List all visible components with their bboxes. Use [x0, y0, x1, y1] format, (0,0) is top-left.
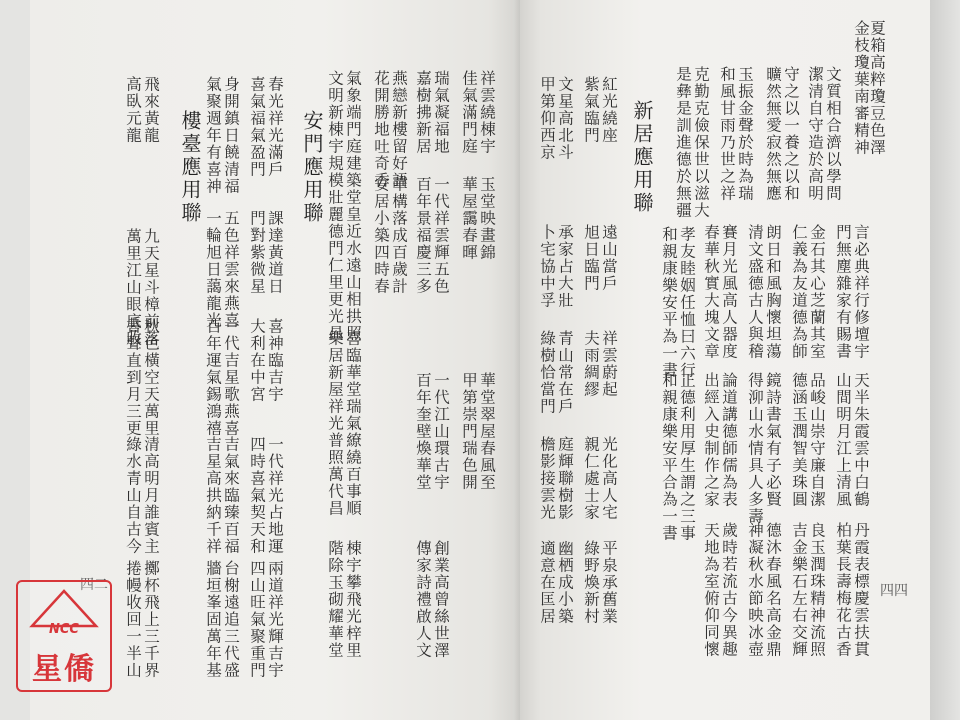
couplet-line: 天地為室俯仰同懷 — [702, 522, 720, 658]
couplet-line: 一代吉星歌燕喜 — [222, 318, 240, 437]
couplet-line: 出經入史制作之家 — [702, 372, 720, 508]
couplet-line: 樂居新屋祥光普照萬代昌 — [326, 330, 344, 517]
couplet-line: 守之以一養之以和 — [782, 66, 800, 202]
couplet-line: 親仁處士家 — [582, 436, 600, 521]
couplet-line: 山間明月江上清風 — [834, 372, 852, 508]
couplet-line: 吉金樂石左右交輝 — [790, 522, 808, 658]
couplet-line: 高臥元龍 — [124, 76, 142, 144]
couplet-line: 百年景福慶三多 — [414, 176, 432, 295]
couplet-line: 紫氣臨門 — [582, 76, 600, 144]
couplet-line: 清高明月誰賓主 — [142, 436, 160, 555]
couplet-line: 甲第崇門瑞色開 — [460, 372, 478, 491]
couplet-line: 擲杯飛上三千界 — [142, 560, 160, 679]
couplet-line: 神凝秋水節映冰壺 — [746, 522, 764, 658]
section-heading-louting: 樓臺應用聯 — [178, 110, 202, 225]
couplet-line: 清文盛德古人與稽 — [746, 224, 764, 360]
couplet-line: 庭輝聯樹影 — [556, 436, 574, 521]
couplet-line: 門無塵雜家有賜書 — [834, 224, 852, 360]
couplet-line: 華堂翠屋春風至 — [478, 372, 496, 491]
couplet-line: 萬里江山眼底收 — [124, 228, 142, 347]
couplet-line: 天半朱霞雲中白鶴 — [852, 372, 870, 508]
couplet-line: 華屋靄春暉 — [460, 176, 478, 261]
page-edge — [930, 0, 960, 720]
couplet-line: 潔清自守造於高明 — [806, 66, 824, 202]
couplet-line: 喜氣福氣盈門 — [248, 76, 266, 178]
couplet-line: 喜神臨吉宇 — [266, 318, 284, 403]
couplet-line: 一代祥雲輝五色 — [432, 176, 450, 295]
couplet-line: 五色祥雲來燕喜 — [222, 210, 240, 329]
couplet-line: 課達黃道日 — [266, 210, 284, 295]
couplet-line: 書聲直到月三更 — [124, 318, 142, 437]
couplet-line: 九天星斗樟前落 — [142, 228, 160, 347]
couplet-line: 論道講德師儒為表 — [720, 372, 738, 508]
couplet-line: 鏡詩書氣有子必賢 — [764, 372, 782, 508]
couplet-line: 綠野煥新村 — [582, 540, 600, 625]
couplet-line: 綠樹恰當門 — [538, 330, 556, 415]
couplet-line: 飛來黃龍 — [142, 76, 160, 144]
couplet-line: 創業高曾絲世澤 — [432, 540, 450, 659]
section-heading-xinju: 新居應用聯 — [630, 100, 654, 215]
couplet-line: 文質相合濟以學問 — [824, 66, 842, 202]
couplet-line: 孝友睦姻任恤曰六行 — [678, 226, 696, 379]
couplet-line: 吉星高拱納千祥 — [204, 436, 222, 555]
couplet-line: 瑞氣凝福地 — [432, 70, 450, 155]
couplet-line: 祥雲繞棟宇 — [478, 70, 496, 155]
couplet-line: 光化高人宅 — [600, 436, 618, 521]
section-heading-anmen: 安門應用聯 — [300, 110, 324, 225]
couplet-line: 德涵玉潤智美珠圓 — [790, 372, 808, 508]
couplet-line: 青山常在戶 — [556, 330, 574, 415]
couplet-line: 門對紫微星 — [248, 210, 266, 295]
couplet-line: 檐影接雲光 — [538, 436, 556, 521]
couplet-line: 朗日和風胸懷坦蕩 — [764, 224, 782, 360]
couplet-line: 玉堂映畫錦 — [478, 176, 496, 261]
couplet-line: 平泉承舊業 — [600, 540, 618, 625]
couplet-line: 喜臨華堂瑞氣繚繞百事順 — [344, 330, 362, 517]
couplet-line: 氣聚週年有喜神 — [204, 76, 222, 195]
seal-mark: NCC — [49, 622, 79, 637]
couplet-line: 夏箱高粹瓊豆色澤 — [868, 20, 886, 156]
couplet-line: 華構落成百歲計 — [390, 176, 408, 295]
couplet-line: 德沐春風名高金鼎 — [764, 522, 782, 658]
couplet-line: 和親康樂安平為一書 — [660, 226, 678, 379]
couplet-line: 捲幔收回一半山 — [124, 560, 142, 679]
couplet-line: 金石其心芝蘭其室 — [808, 224, 826, 360]
couplet-line: 台榭遠追三代盛 — [222, 560, 240, 679]
couplet-line: 仁義為友道德為師 — [790, 224, 808, 360]
couplet-line: 兩道祥光輝吉宇 — [266, 560, 284, 679]
couplet-line: 夫雨綢繆 — [582, 330, 600, 398]
couplet-line: 是彝是訓進德於無疆 — [674, 66, 692, 219]
couplet-line: 百年運氣錫鴻禧 — [204, 318, 222, 437]
couplet-line: 玉振金聲於時為瑞 — [736, 66, 754, 202]
couplet-line: 花開勝地吐奇香 — [372, 70, 390, 189]
couplet-line: 歲時若流古今異趣 — [720, 522, 738, 658]
couplet-line: 春光祥光滿戶 — [266, 76, 284, 178]
watermark-seal — [16, 580, 112, 692]
couplet-line: 嘉樹拂新居 — [414, 70, 432, 155]
couplet-line: 一輪旭日藹龍光 — [204, 210, 222, 329]
couplet-line: 柏葉長壽梅花古香 — [834, 522, 852, 658]
couplet-line: 百年奎壁煥華堂 — [414, 372, 432, 491]
couplet-line: 大利在中宮 — [248, 318, 266, 403]
couplet-line: 和親康樂安平合為一書 — [660, 372, 678, 542]
couplet-line: 一代江山環古宇 — [432, 372, 450, 491]
couplet-line: 祥雲蔚起 — [600, 330, 618, 398]
couplet-line: 身開鎮日饒清福 — [222, 76, 240, 195]
couplet-line: 燕戀新樓留好語 — [390, 70, 408, 189]
couplet-line: 品峻山崇守廉自潔 — [808, 372, 826, 508]
couplet-line: 文明新棟宇規模壯麗德門仁里更光昌 — [326, 70, 344, 342]
couplet-line: 一代祥光占地運 — [266, 436, 284, 555]
couplet-line: 卜宅協中孚 — [538, 224, 556, 309]
page-number-right: 四四 — [880, 583, 908, 599]
couplet-line: 秋色橫空天萬里 — [142, 318, 160, 437]
couplet-line: 曠然無愛寂然無應 — [764, 66, 782, 202]
couplet-line: 文星高北斗 — [556, 76, 574, 161]
couplet-line: 金枝瓊葉南審精神 — [852, 20, 870, 156]
couplet-line: 春華秋實大塊文章 — [702, 224, 720, 360]
couplet-line: 正德利用厚生謂之三事 — [678, 372, 696, 542]
couplet-line: 吉氣來臨臻百福 — [222, 436, 240, 555]
couplet-line: 四時喜氣契天和 — [248, 436, 266, 555]
couplet-line: 丹霞表標慶雲扶貫 — [852, 522, 870, 658]
couplet-line: 階除玉砌耀華堂 — [326, 540, 344, 659]
couplet-line: 牆垣峯固萬年基 — [204, 560, 222, 679]
couplet-line: 克勤克儉保世以滋大 — [692, 66, 710, 219]
seal-name: 星僑 — [32, 652, 96, 687]
couplet-line: 安居小築四時春 — [372, 176, 390, 295]
couplet-line: 幽栖成小築 — [556, 540, 574, 625]
page-number-left: 四二 — [80, 577, 108, 593]
couplet-line: 良玉潤珠精神流照 — [808, 522, 826, 658]
couplet-line: 紅光繞座 — [600, 76, 618, 144]
couplet-line: 承家占大壯 — [556, 224, 574, 309]
couplet-line: 傳家詩禮啟人文 — [414, 540, 432, 659]
couplet-line: 賽月光風高人器度 — [720, 224, 738, 360]
couplet-line: 遠山當戶 — [600, 224, 618, 292]
couplet-line: 佳氣滿門庭 — [460, 70, 478, 155]
couplet-line: 適意在匡居 — [538, 540, 556, 625]
couplet-line: 綠水青山自古今 — [124, 436, 142, 555]
couplet-line: 言必典祥行修壇宇 — [852, 224, 870, 360]
couplet-line: 氣象端門庭建築堂皇近水遠山相拱照 — [344, 70, 362, 342]
couplet-line: 和風甘雨乃世之祥 — [718, 66, 736, 202]
couplet-line: 四山旺氣聚重門 — [248, 560, 266, 679]
couplet-line: 得泖山水情具人多壽 — [746, 372, 764, 525]
couplet-line: 旭日臨門 — [582, 224, 600, 292]
couplet-line: 棟宇攀飛光梓里 — [344, 540, 362, 659]
couplet-line: 甲第仰西京 — [538, 76, 556, 161]
